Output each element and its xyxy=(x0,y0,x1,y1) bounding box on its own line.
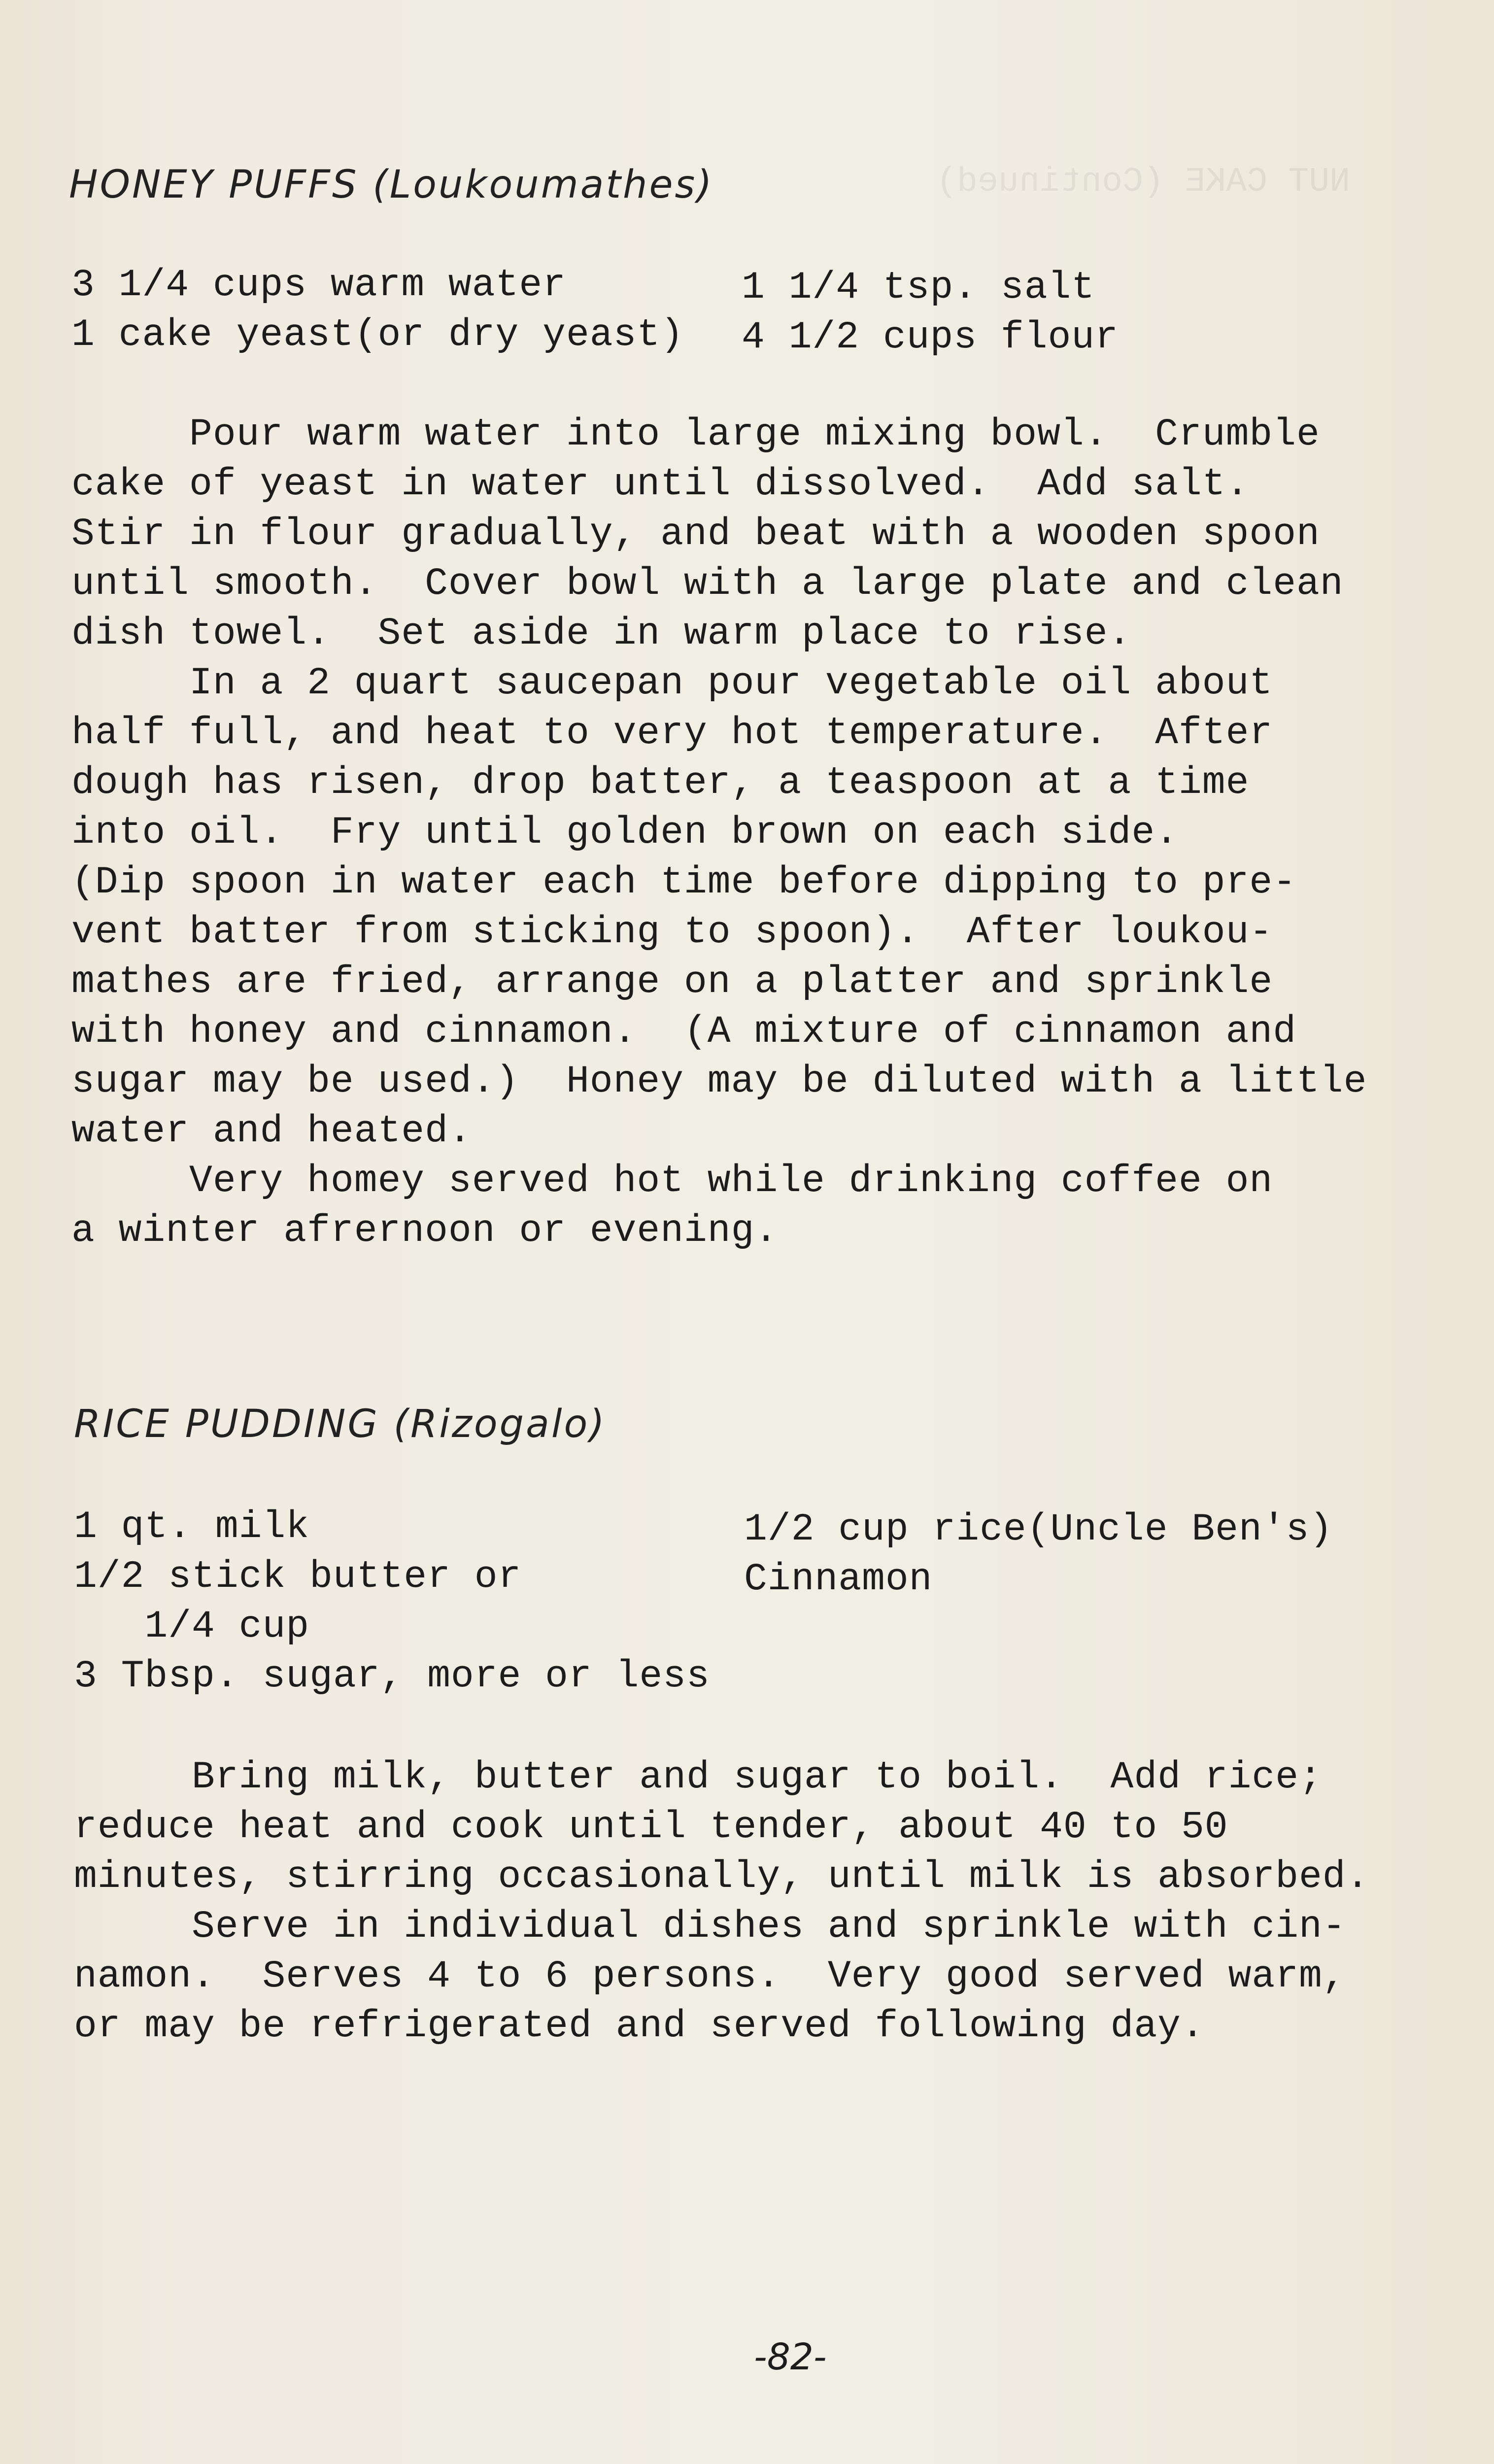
honey-ingredient-left-2: 1 cake yeast(or dry yeast) xyxy=(71,313,684,357)
rice-line: Bring milk, butter and sugar to boil. Add rice; xyxy=(74,1756,1323,1799)
rice-ingredient-left-1: 1 qt. milk xyxy=(74,1506,310,1549)
honey-line: with honey and cinnamon. (A mixture of cinnamon and xyxy=(71,1010,1296,1054)
honey-puffs-title: HONEY PUFFS (Loukoumathes) xyxy=(69,163,714,207)
rice-line: reduce heat and cook until tender, about 40 to 50 xyxy=(74,1806,1228,1849)
rice-ingredient-left-2: 1/2 stick butter or xyxy=(74,1555,522,1599)
honey-line: dough has risen, drop batter, a teaspoon at a time xyxy=(71,761,1250,805)
honey-line: (Dip spoon in water each time before dipping to pre- xyxy=(71,861,1296,904)
honey-ingredient-right-2: 4 1/2 cups flour xyxy=(742,316,1119,359)
honey-ingredient-left-1: 3 1/4 cups warm water xyxy=(71,264,566,307)
honey-line: dish towel. Set aside in warm place to rise. xyxy=(71,612,1132,655)
honey-line: a winter afrernoon or evening. xyxy=(71,1209,779,1253)
rice-line: namon. Serves 4 to 6 persons. Very good served warm, xyxy=(74,1955,1346,1998)
rice-ingredient-left-3: 1/4 cup xyxy=(74,1605,310,1648)
page-number: -82- xyxy=(754,2336,827,2378)
rice-line: or may be refrigerated and served following day. xyxy=(74,2005,1205,2048)
honey-line: cake of yeast in water until dissolved. Add salt. xyxy=(71,463,1250,506)
rice-pudding-instructions xyxy=(74,1756,1454,2054)
honey-line: into oil. Fry until golden brown on each side. xyxy=(71,811,1179,855)
honey-line: Very homey served hot while drinking coffee on xyxy=(71,1160,1273,1203)
honey-line: mathes are fried, arrange on a platter and sprinkle xyxy=(71,960,1273,1004)
rice-ingredient-right-1: 1/2 cup rice(Uncle Ben's) xyxy=(744,1508,1333,1551)
honey-line: half full, and heat to very hot temperature. After xyxy=(71,712,1273,755)
honey-line: Stir in flour gradually, and beat with a wooden spoon xyxy=(71,513,1320,556)
rice-ingredient-right-2: Cinnamon xyxy=(744,1558,933,1601)
show-through-text: NUT CAKE (Continued) xyxy=(936,163,1351,202)
honey-line: vent batter from sticking to spoon). After loukou- xyxy=(71,911,1273,954)
honey-puffs-instructions xyxy=(71,413,1451,1259)
honey-line: sugar may be used.) Honey may be diluted with a little xyxy=(71,1060,1367,1103)
rice-line: minutes, stirring occasionally, until milk is absorbed. xyxy=(74,1855,1370,1899)
honey-line: In a 2 quart saucepan pour vegetable oil about xyxy=(71,662,1273,705)
honey-ingredient-right-1: 1 1/4 tsp. salt xyxy=(742,266,1095,309)
honey-line: Pour warm water into large mixing bowl. Crumble xyxy=(71,413,1320,456)
honey-line: until smooth. Cover bowl with a large plate and clean xyxy=(71,562,1344,606)
honey-line: water and heated. xyxy=(71,1110,472,1153)
rice-ingredient-left-4: 3 Tbsp. sugar, more or less xyxy=(74,1655,710,1698)
rice-pudding-title: RICE PUDDING (Rizogalo) xyxy=(74,1402,607,1446)
rice-line: Serve in individual dishes and sprinkle with cin- xyxy=(74,1905,1346,1949)
